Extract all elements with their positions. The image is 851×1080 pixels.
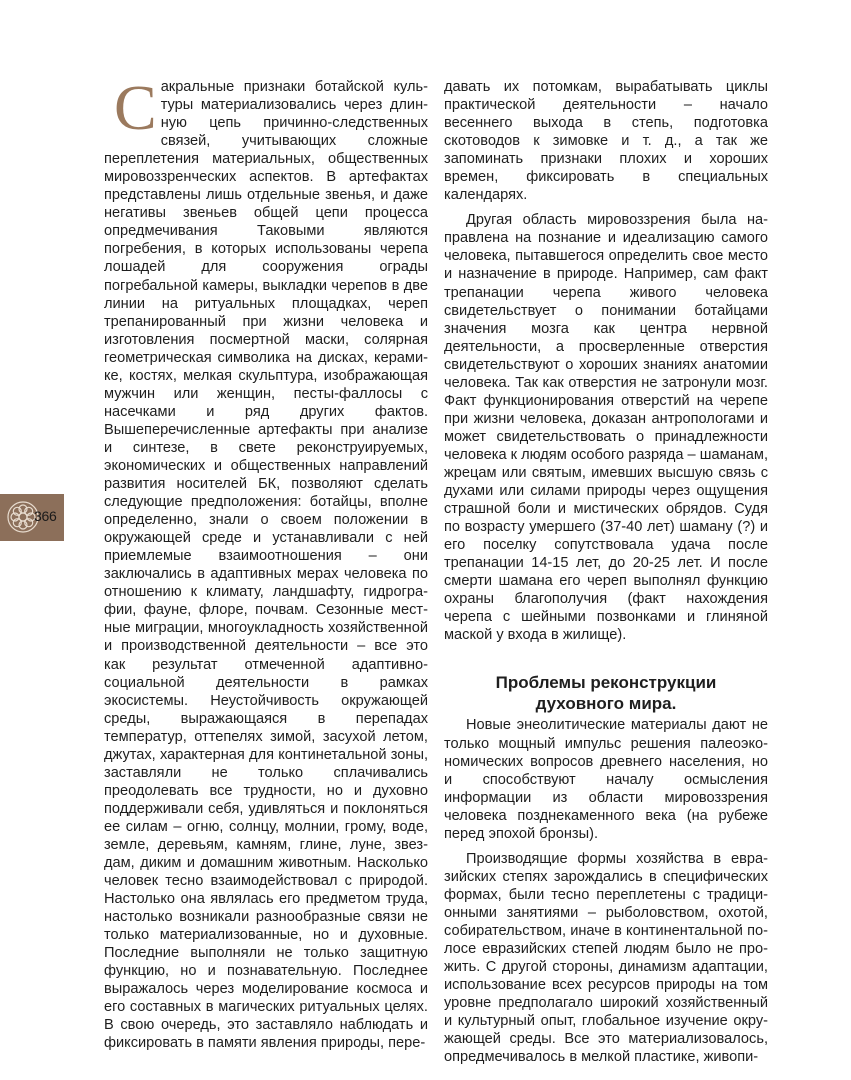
left-column-text: акральные признаки ботайской культуры материализовались через длинную цепь причинно-следственных связей, учитывающих сложные переплетения материальных, общественных мировоззренческих аспектов. В артефактах представлены лишь отдельные звенья, и даже негативы звеньев общей цепи процесса опредмечивания Таковыми являются погребения, в которых использованы черепа лошадей для сооружения ограды погребальной камеры, выкладки черепов в две линии на ритуальных площадках, череп трепанированный при жизни человека и изготовления посмертной маски, солярная геометрическая символика на дисках, керамике, костях, мелкая скульптура, изображающая мужчин или женщин, песты-фаллосы с насечками и ряд других фактов. Вышеперечисленные артефакты при анализе и синтезе, в свете реконструируемых, экономических и общественных направлений развития носителей БК, позволяют сделать следующие предположения: ботайцы, вполне определенно, знали о своем положении в окружающей среде и устанавливали с ней приемлемые взаимоотношения – они заключались в адаптивных мерах человека по отношению к климату, ландшафту, гидрографии, фауне, флоре, почвам. Сезонные местные миграции, многоукладность хозяйственной и производственной деятельности – все это как результат отмеченной адаптивно-социальной деятельности в рамках экосистемы. Неустойчивость окружающей среды, выражающаяся в перепадах температур, оттепелях зимой, засухой летом, джутах, характерная для континетальной зоны, заставляли не только сплачивались преодолевать все трудности, но и духовно поддерживали себя, удивляться и поклоняться ее силам – огню, солнцу, молнии, грому, воде, земле, деревьям, камням, глине, луне, звездам, диким и домашним животным. Насколько человек тесно взаимодействовал с природой. Настолько она являлась его предметом труда, настолько возникали разнообразные связи не только материализованные, но и духовные. Последние выполняли не только защитную функцию, но и познавательную. Последнее выражалось через моделирование космоса и его составных в магических ритуальных целях. В свою очередь, это заставляло наблюдать и фиксировать в памяти явления природы, пере- (104, 79, 428, 1052)
paragraph: Новые энеолитические материалы дают не только мощный импульс решения палеоэкономических вопросов древнего населения, но и способствуют началу осмысления информации из области мировоззрения человека позднекаменного века (на рубеже перед эпохой бронзы). (444, 717, 768, 842)
paragraph: Другая область мировоззрения была направлена на познание и идеализацию самого человека, пытавшегося определить свое место и назначение в природе. Например, сам факт трепанации черепа живого человека свидетельствует о понимании ботайцами значения мозга как центра нервной деятельности, а просверленные отверстия свидетельствуют о хороших знаниях анатомии человека. Так как отверстия не затронули мозг. Факт функционирования отверстий на черепе при жизни человека, доказан антропологами и может свидетельствовать о принадлежности человека к людям особого разряда – шаманам, жрецам или святым, имевших высшую связь с духами или силами природы через ощущения страшной боли и мистических обрядов. Судя по возрасту умершего (37-40 лет) шаману (?) и его поселку сопутствовала удача после трепанации 14-15 лет, до 20-25 лет. И после смерти шамана его череп выполнял функцию охраны благополучия (факт нахождения черепа с шейными позвонками и глиняной маской у входа в жилище). (444, 212, 768, 644)
page-number: 366 (34, 508, 57, 524)
paragraph: Производящие формы хозяйства в евразийских степях зарождались в специфических формах, были тесно переплетены с традиционными занятиями – рыболовством, охотой, собирательством, иначе в континентальной полосе евразийских степей людям было не прожить. С другой стороны, динамизм адаптации, использование всех ресурсов природы на том уровне предполагало широкий хозяйственный и культурный опыт, глобальное изучение окружающей среды. Все это материализовалось, опредмечивалось в мелкой пластике, живопи- (444, 850, 768, 1066)
page-number-tab (0, 494, 64, 541)
section-heading-line: Проблемы реконструкции (495, 673, 717, 693)
right-column (444, 78, 768, 1066)
drop-cap: С (114, 72, 157, 143)
paragraph: давать их потомкам, вырабатывать циклы практической деятельности – начало весеннего выхода в степь, подготовка скотоводов к зимовке и т. д., а так же запоминать признаки плохих и хороших времен, фиксировать в специальных календарях. (444, 79, 768, 204)
intro-paragraph (104, 72, 428, 1053)
section-heading-line: духовного мира. (535, 694, 677, 714)
section-heading (444, 672, 768, 714)
left-column (104, 72, 428, 1053)
